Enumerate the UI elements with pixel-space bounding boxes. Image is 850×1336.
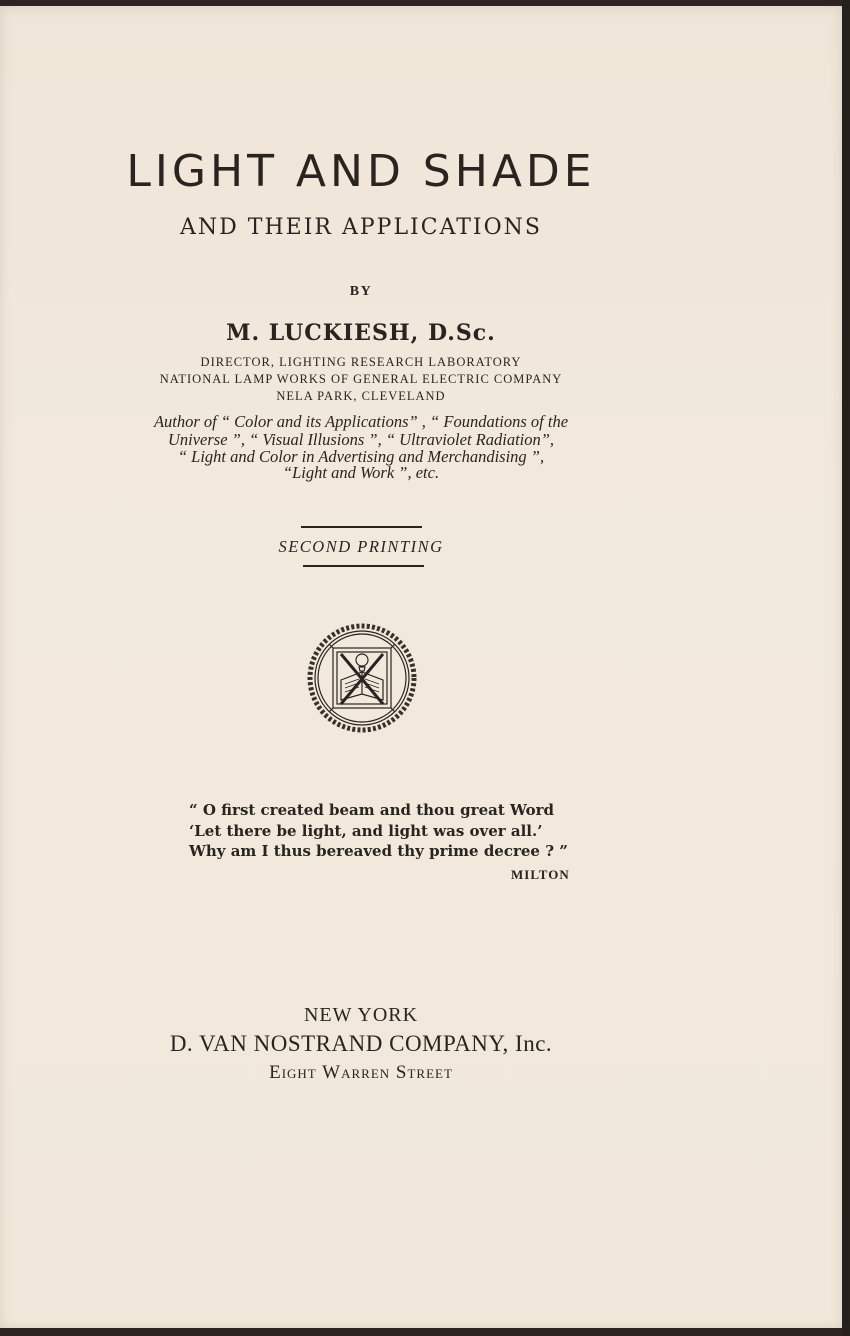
- epigraph-attribution: MILTON: [511, 867, 570, 882]
- other-works-line: “Light and Work ”, etc.: [282, 463, 440, 482]
- epigraph-line: “ O first created beam and thou great Word: [189, 801, 554, 819]
- printing-label: SECOND PRINTING: [278, 537, 444, 556]
- publisher-name: D. VAN NOSTRAND COMPANY, Inc.: [169, 1031, 553, 1056]
- by-line: BY: [349, 284, 373, 299]
- other-works-line: Universe ”, “ Visual Illusions ”, “ Ultraviolet Radiation”,: [167, 430, 555, 449]
- epigraph-line: ‘Let there be light, and light was over all.’: [189, 822, 543, 840]
- publisher-address: Eight Warren Street: [269, 1062, 453, 1083]
- author-affiliation-line: DIRECTOR, LIGHTING RESEARCH LABORATORY: [200, 355, 522, 369]
- author-affiliation-line: NELA PARK, CLEVELAND: [276, 389, 446, 403]
- epigraph-line: Why am I thus bereaved thy prime decree ? ”: [189, 842, 568, 860]
- other-works-line: Author of “ Color and its Applications” , “ Foundations of the: [153, 412, 569, 431]
- book-title: LIGHT AND SHADE: [126, 146, 596, 197]
- other-works-line: “ Light and Color in Advertising and Merchandising ”,: [177, 447, 545, 466]
- book-edge: [842, 0, 850, 1336]
- title-page: [0, 6, 842, 1328]
- author-name: M. LUCKIESH, D.Sc.: [226, 320, 496, 346]
- divider-rule: [303, 565, 424, 567]
- book-subtitle: AND THEIR APPLICATIONS: [180, 215, 542, 240]
- divider-rule: [301, 526, 422, 528]
- publisher-device-emblem-icon: [303, 620, 421, 736]
- author-affiliation-line: NATIONAL LAMP WORKS OF GENERAL ELECTRIC COMPANY: [159, 372, 563, 386]
- publisher-city: NEW YORK: [303, 1004, 419, 1026]
